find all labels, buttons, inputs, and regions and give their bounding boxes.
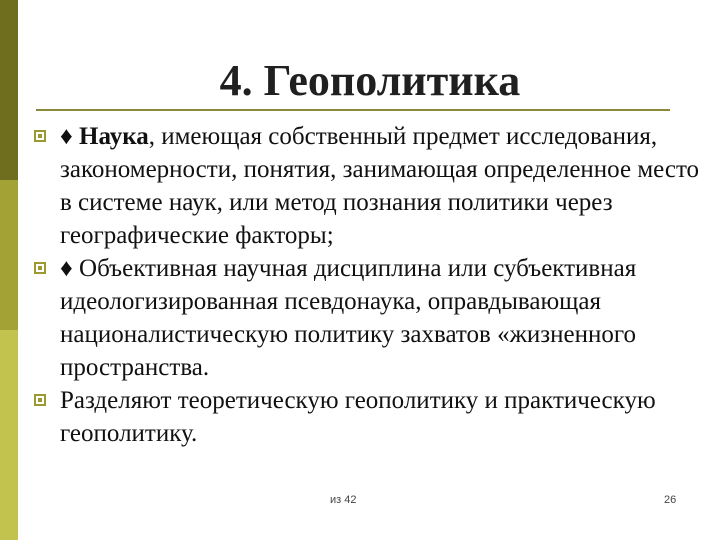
decorative-sidebar [0, 0, 18, 540]
bullet-item [34, 252, 714, 384]
sidebar-band-light [0, 330, 18, 540]
bullet-list [34, 120, 714, 450]
bullet-item [34, 384, 714, 450]
bullet-bold-term: Наука [79, 123, 149, 150]
bullet-text: , имеющая собственный предмет исследования, закономерности, понятия, занимающая определенное место в системе наук, или метод познания политики через географические факторы; [60, 123, 700, 249]
sidebar-band-mid [0, 180, 18, 330]
square-bullet-icon [34, 394, 46, 406]
bullet-text: Разделяют теоретическую геополитику и практическую геополитику. [60, 387, 656, 447]
square-bullet-icon [34, 262, 46, 274]
bullet-prefix: ♦ [60, 255, 80, 282]
page-number: 26 [664, 494, 677, 506]
bullet-text: Объективная научная дисциплина или субъективная идеологизированная псевдонаука, оправдывающая националистическую политику захватов «жизненного пространства. [60, 255, 637, 381]
square-bullet-icon [34, 130, 46, 142]
sidebar-band-dark [0, 0, 18, 180]
slide-count: из 42 [330, 494, 357, 506]
bullet-prefix: ♦ [60, 123, 80, 150]
bullet-item [34, 120, 714, 252]
slide-title: 4. Геополитика [219, 56, 521, 105]
title-divider [36, 109, 670, 111]
